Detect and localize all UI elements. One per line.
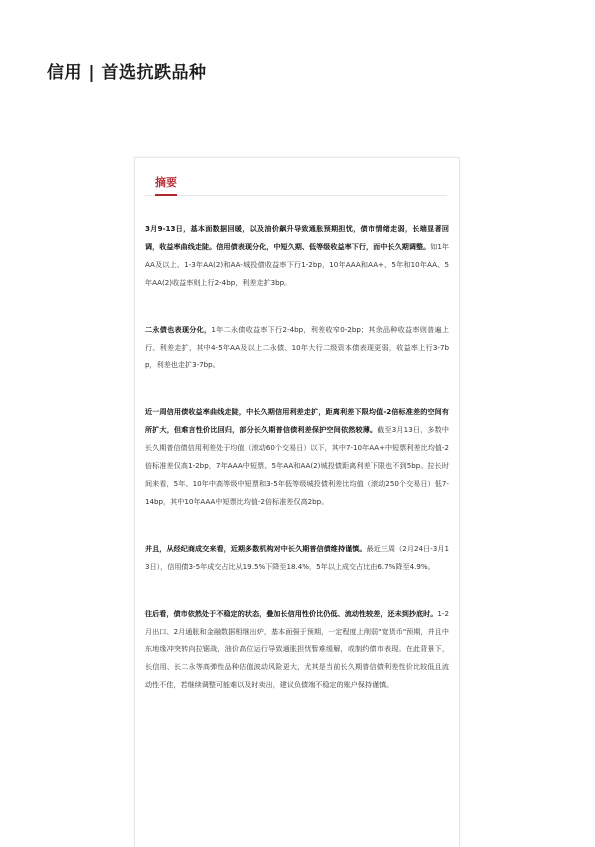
summary-paragraph: [145, 540, 449, 576]
summary-paragraph: [145, 605, 449, 695]
paragraph-text: 如1年AA及以上、1-3年AA(2)和AA-城投债收益率下行1-2bp，10年AAA和AA+、5年和10年AA、5年AA(2)收益率则上行2-4bp，利差走扩3bp。: [145, 241, 450, 287]
paragraph-text: 1-2月出口、2月通胀和金融数据相继出炉，基本面强于预期，一定程度上削弱"宽货币"预期，并且中东地缘冲突转向拉锯战，油价高位运行导致通胀担忧暂难缓解，或制约债市表现。在此背景下，长信用、长二永等高弹性品种估值波动风险更大，尤其是当前长久期普信债利差性价比较低且流动性不佳，若继续调整可能难以及时卖出，建议负债端不稳定的账户保持谨慎。: [145, 608, 449, 690]
summary-body: [145, 220, 449, 723]
paragraph-lead: 3月9-13日，基本面数据回暖，以及油价飙升导致通胀预期担忧，债市情绪走弱，长端显著回调，收益率曲线走陡。信用债表现分化，中短久期、低等级收益率下行，而中长久期调整。: [145, 224, 449, 251]
summary-paragraph: [145, 220, 449, 292]
summary-paragraph: [145, 321, 449, 375]
summary-card: [134, 157, 460, 847]
paragraph-text: 截至3月13日，多数中长久期普信债信用利差处于均值（滚动60个交易日）以下，其中7-10年AA+中短票利差比均值-2倍标准差仅高1-2bp，7年AAA中短票、5年AA和AA(2)城投债距离利差下限也不到5bp。拉长时间来看，5年、10年中高等级中短票和3-5年低等级城投债利差比均值（滚动250个交易日）低7-14bp，其中10年AAA中短票比均值-2倍标准差仅高2bp。: [145, 425, 449, 506]
paragraph-lead: 往后看，债市依然处于不稳定的状态，叠加长信用性价比仍低、流动性较差，还未到抄底时。: [145, 608, 438, 618]
paragraph-text: 最近三周（2月24日-3月13日），信用债3-5年成交占比从19.5%下降至18.4%，5年以上成交占比由6.7%降至4.9%。: [145, 543, 449, 571]
paragraph-lead: 并且，从经纪商成交来看，近期多数机构对中长久期普信债维持谨慎。: [145, 543, 367, 553]
summary-paragraph: [145, 403, 449, 510]
page-title: 信用 | 首选抗跌品种: [47, 63, 207, 83]
paragraph-lead: 近一周信用债收益率曲线走陡，中长久期信用利差走扩，距离利差下限均值-2倍标准差的空间有所扩大，但难言性价比回归，部分长久期普信债利差保护空间依然较薄。: [145, 407, 449, 435]
paragraph-text: 1年二永债收益率下行2-4bp，利差收窄0-2bp；其余品种收益率则普遍上行、利差走扩，其中4-5年AA及以上二永债、10年大行二级资本债表现更弱，收益率上行3-7bp，利差也走扩3-7bp。: [145, 324, 450, 370]
summary-heading: 摘要: [155, 176, 177, 196]
paragraph-lead: 二永债也表现分化，: [145, 324, 212, 334]
summary-header: [145, 176, 447, 196]
